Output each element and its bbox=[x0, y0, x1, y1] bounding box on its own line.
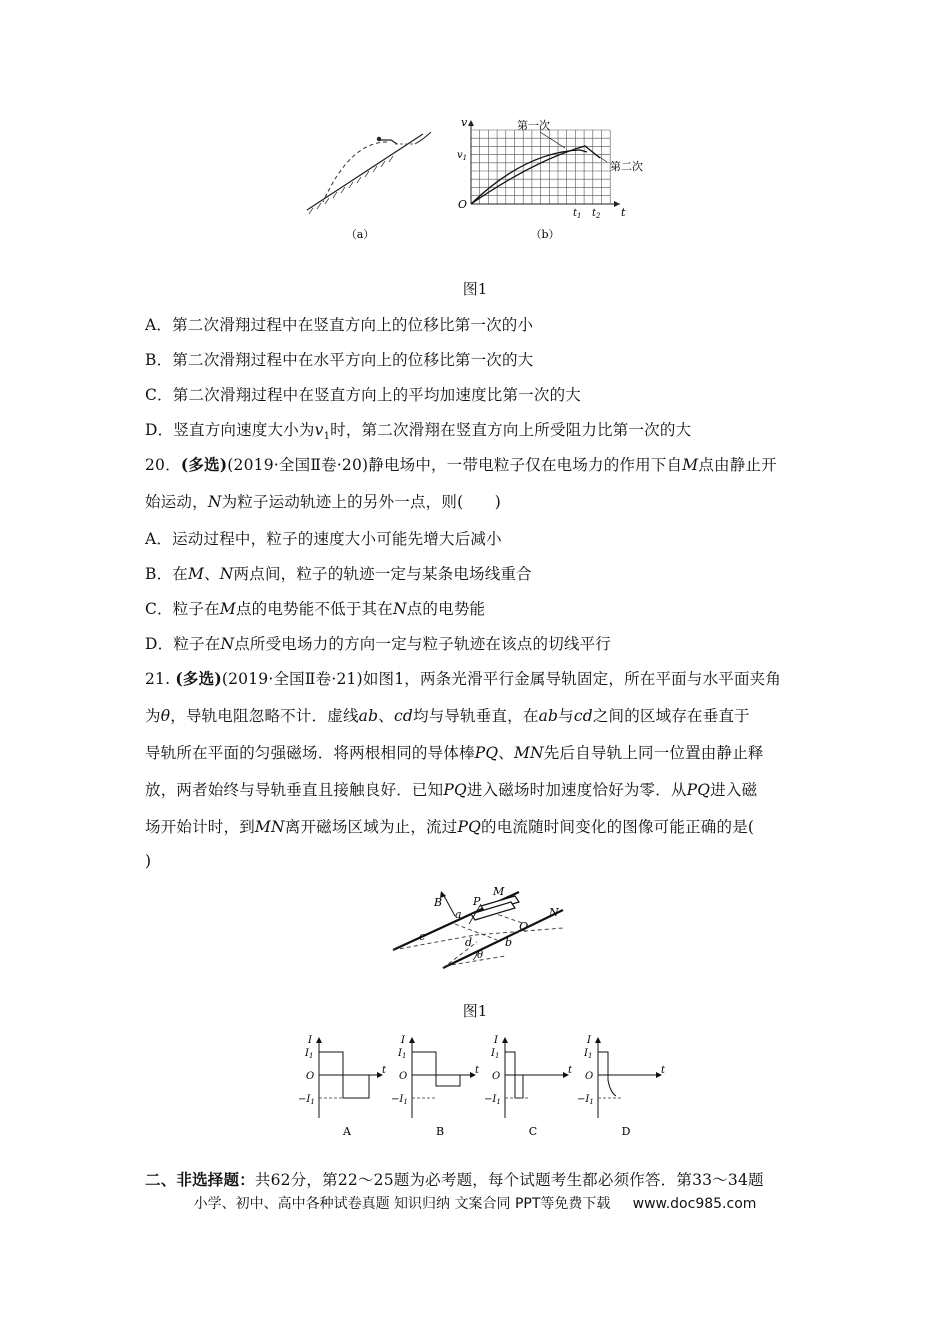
axis-i: I bbox=[401, 1035, 405, 1046]
q21-stem-line-2: 为θ，导轨电阻忽略不计．虚线ab、cd均与导轨垂直，在ab与cd之间的区域存在垂直于 bbox=[145, 707, 750, 725]
axis-t: t bbox=[475, 1065, 480, 1076]
neg-i1-label: $-I_1$ bbox=[298, 1094, 315, 1106]
t2-label: $t_2$ bbox=[592, 208, 601, 220]
origin-o: O bbox=[458, 198, 468, 211]
t1-label: $t_1$ bbox=[573, 208, 582, 220]
vt-graph-b bbox=[468, 120, 620, 207]
origin-o: O bbox=[585, 1071, 594, 1082]
label-a: （a） bbox=[345, 228, 375, 241]
i1-label: $I_1$ bbox=[305, 1048, 314, 1060]
q19-option-a: A．第二次滑翔过程中在竖直方向上的位移比第一次的小 bbox=[145, 316, 534, 334]
label-n: N bbox=[549, 906, 559, 919]
q20-option-a: A．运动过程中，粒子的速度大小可能先增大后减小 bbox=[145, 530, 502, 548]
current-graphs bbox=[295, 1030, 665, 1145]
graph-label: D bbox=[621, 1125, 631, 1138]
label-p: P bbox=[473, 895, 481, 908]
v1-label: $v_1$ bbox=[457, 150, 468, 162]
q20-stem-line-2: 始运动，N为粒子运动轨迹上的另外一点，则( ) bbox=[145, 493, 501, 511]
neg-i1-label: $-I_1$ bbox=[484, 1094, 501, 1106]
axis-t: t bbox=[661, 1065, 665, 1076]
label-b: （b） bbox=[530, 228, 560, 241]
graph-c bbox=[484, 1035, 573, 1138]
graph-a bbox=[298, 1035, 387, 1138]
i1-label: $I_1$ bbox=[491, 1048, 500, 1060]
q19-option-b: B．第二次滑翔过程中在水平方向上的位移比第一次的大 bbox=[145, 351, 534, 369]
neg-i1-label: $-I_1$ bbox=[577, 1094, 594, 1106]
neg-i1-label: $-I_1$ bbox=[391, 1094, 408, 1106]
rails-figure bbox=[385, 880, 580, 975]
axis-i: I bbox=[587, 1035, 591, 1046]
axis-t: t bbox=[621, 206, 626, 219]
label-a-point: a bbox=[455, 908, 462, 921]
origin-o: O bbox=[399, 1071, 408, 1082]
q20-option-b: B．在M、N两点间，粒子的轨迹一定与某条电场线重合 bbox=[145, 565, 532, 583]
q21-stem-line-3: 导轨所在平面的匀强磁场．将两根相同的导体棒PQ、MN先后自导轨上同一位置由静止释 bbox=[145, 744, 764, 762]
q21-stem-line-6: ) bbox=[145, 852, 152, 870]
graph-b bbox=[391, 1035, 480, 1138]
axis-i: I bbox=[308, 1035, 312, 1046]
label-b-field: B bbox=[434, 896, 443, 909]
axis-v: v bbox=[461, 116, 468, 129]
axis-t: t bbox=[382, 1065, 387, 1076]
i1-label: $I_1$ bbox=[398, 1048, 407, 1060]
first-curve-label: 第一次 bbox=[517, 119, 550, 132]
figure-1-top bbox=[295, 112, 675, 247]
section-2-heading: 二、非选择题：共62分，第22～25题为必考题，每个试题考生都必须作答．第33～34题 bbox=[145, 1170, 764, 1189]
graph-label: A bbox=[343, 1125, 351, 1138]
q20-stem-line-1: 20．(多选)(2019·全国Ⅱ卷·20)静电场中，一带电粒子仅在电场力的作用下自M点由静止开 bbox=[145, 455, 777, 474]
label-m: M bbox=[493, 885, 505, 898]
q19-option-c: C．第二次滑翔过程中在竖直方向上的平均加速度比第一次的大 bbox=[145, 386, 581, 404]
origin-o: O bbox=[306, 1071, 315, 1082]
figure-1-caption: 图1 bbox=[462, 280, 488, 298]
slope-diagram-a bbox=[307, 132, 431, 214]
axis-i: I bbox=[494, 1035, 498, 1046]
origin-o: O bbox=[492, 1071, 501, 1082]
axis-t: t bbox=[568, 1065, 573, 1076]
q21-stem-line-4: 放，两者始终与导轨垂直且接触良好．已知PQ进入磁场时加速度恰好为零．从PQ进入磁 bbox=[145, 781, 758, 799]
footer-note: 小学、初中、高中各种试卷真题 知识归纳 文案合同 PPT等免费下载 www.doc985.com bbox=[193, 1196, 757, 1212]
footer-url[interactable]: www.doc985.com bbox=[632, 1196, 757, 1212]
label-theta: θ bbox=[477, 950, 484, 961]
label-d: d bbox=[465, 936, 473, 949]
graph-d bbox=[577, 1035, 665, 1138]
label-b-point: b bbox=[505, 936, 513, 949]
q19-option-d: D．竖直方向速度大小为$v_1$时，第二次滑翔在竖直方向上所受阻力比第一次的大 bbox=[145, 421, 692, 443]
q20-option-d: D．粒子在N点所受电场力的方向一定与粒子轨迹在该点的切线平行 bbox=[145, 635, 612, 653]
i1-label: $I_1$ bbox=[584, 1048, 593, 1060]
label-q: Q bbox=[519, 920, 529, 933]
q21-stem-line-1: 21. (多选)(2019·全国Ⅱ卷·21)如图1，两条光滑平行金属导轨固定，所在平面与水平面夹角 bbox=[145, 669, 782, 688]
graph-label: B bbox=[435, 1125, 445, 1138]
graph-label: C bbox=[528, 1125, 538, 1138]
second-curve-label: 第二次 bbox=[610, 160, 643, 173]
q21-stem-line-5: 场开始计时，到MN离开磁场区域为止，流过PQ的电流随时间变化的图像可能正确的是( bbox=[145, 818, 755, 836]
figure-rails-caption: 图1 bbox=[462, 1002, 488, 1020]
label-c: c bbox=[419, 930, 426, 943]
q20-option-c: C．粒子在M点的电势能不低于其在N点的电势能 bbox=[145, 600, 486, 618]
